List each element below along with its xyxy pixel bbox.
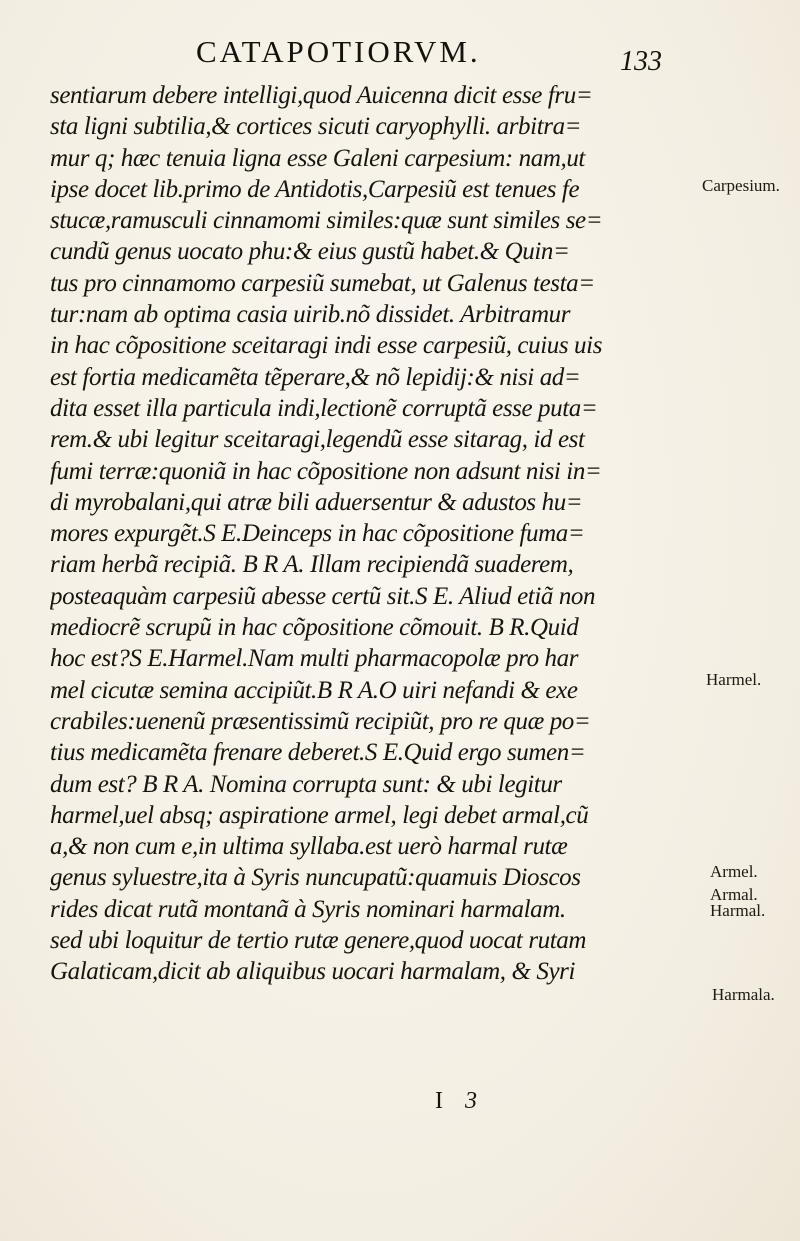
text-line: sed ubi loquitur de tertio rutæ genere,quod uocat rutam [50,927,587,955]
text-line: rides dicat rutã montanã à Syris nominari harmalam. [50,895,566,923]
text-line: ipse docet lib.primo de Antidotis,Carpesiũ est tenues fe [50,175,580,203]
text-line: tius medicamẽta frenare deberet.S E.Quid ergo sumen= [50,739,586,767]
margin-note-armel: Armel. [710,862,758,881]
text-line: hoc est?S E.Harmel.Nam multi pharmacopolæ pro har [50,645,579,673]
text-line: sentiarum debere intelligi,quod Auicenna dicit esse fru= [50,82,593,109]
text-line: a,& non cum e,in ultima syllaba.est uerò harmal rutæ [50,833,568,861]
text-line: rem.& ubi legitur sceitaragi,legendũ esse sitarag, id est [50,426,585,454]
margin-note-harmal: Harmal. [710,901,766,920]
margin-note-harmala: Harmala. [712,985,775,1004]
text-line: dum est? B R A. Nomina corrupta sunt: & ubi legitur [50,770,562,798]
text-line: mel cicutæ semina accipiũt.B R A.O uiri nefandi & exe [50,676,578,704]
text-line: harmel,uel absq; aspiratione armel, legi debet armal,cũ [50,801,589,829]
text-line: Galaticam,dicit ab aliquibus uocari harmalam, & Syri [50,958,576,986]
text-line: fumi terræ:quoniã in hac cõpositione non adsunt nisi in= [50,457,602,485]
text-line: cundũ genus uocato phu:& eius gustũ habet.& Quin= [50,238,570,266]
text-line: tus pro cinnamomo carpesiũ sumebat, ut Galenus testa= [50,269,595,297]
text-line: genus syluestre,ita à Syris nuncupatũ:quamuis Dioscos [50,864,581,892]
text-line: sta ligni subtilia,& cortices sicuti caryophylli. arbitra= [50,113,582,141]
text-line: mur q; hæc tenuia ligna esse Galeni carpesium: nam,ut [50,144,585,172]
text-line: mediocrẽ scrupũ in hac cõpositione cõmouit. B R.Quid [50,614,579,642]
text-line: dita esset illa particula indi,lectionẽ corruptã esse puta= [50,394,598,422]
margin-note-carpesium: Carpesium. [702,176,780,195]
running-head: CATAPOTIORVM. [196,34,481,69]
text-line: in hac cõpositione sceitaragi indi esse carpesiũ, cuius uis [50,332,603,360]
text-line: posteaquàm carpesiũ abesse certũ sit.S E. Aliud etiã non [50,582,596,610]
text-line: riam herbã recipiã. B R A. Illam recipiendã suaderem, [50,551,574,579]
signature-number: 3 [465,1088,499,1114]
text-line: di myrobalani,qui atræ bili aduersentur & adustos hu= [50,488,583,516]
margin-note-harmel: Harmel. [706,670,762,689]
margin-note-armal: Armal. [710,885,758,904]
text-line: stucæ,ramusculi cinnamomi similes:quæ sunt similes se= [50,207,603,235]
signature-mark [435,1088,499,1115]
text-line: mores expurgẽt.S E.Deinceps in hac cõpositione fuma= [50,520,585,548]
text-line: est fortia medicamẽta tẽperare,& nõ lepidij:& nisi ad= [50,363,581,391]
page-number: 133 [620,46,662,77]
text-line: crabiles:uenenũ præsentissimũ recipiũt, pro re quæ po= [50,707,591,735]
signature-letter: I [435,1088,465,1114]
text-line: tur:nam ab optima casia uirib.nõ dissidet. Arbitramur [50,301,571,329]
